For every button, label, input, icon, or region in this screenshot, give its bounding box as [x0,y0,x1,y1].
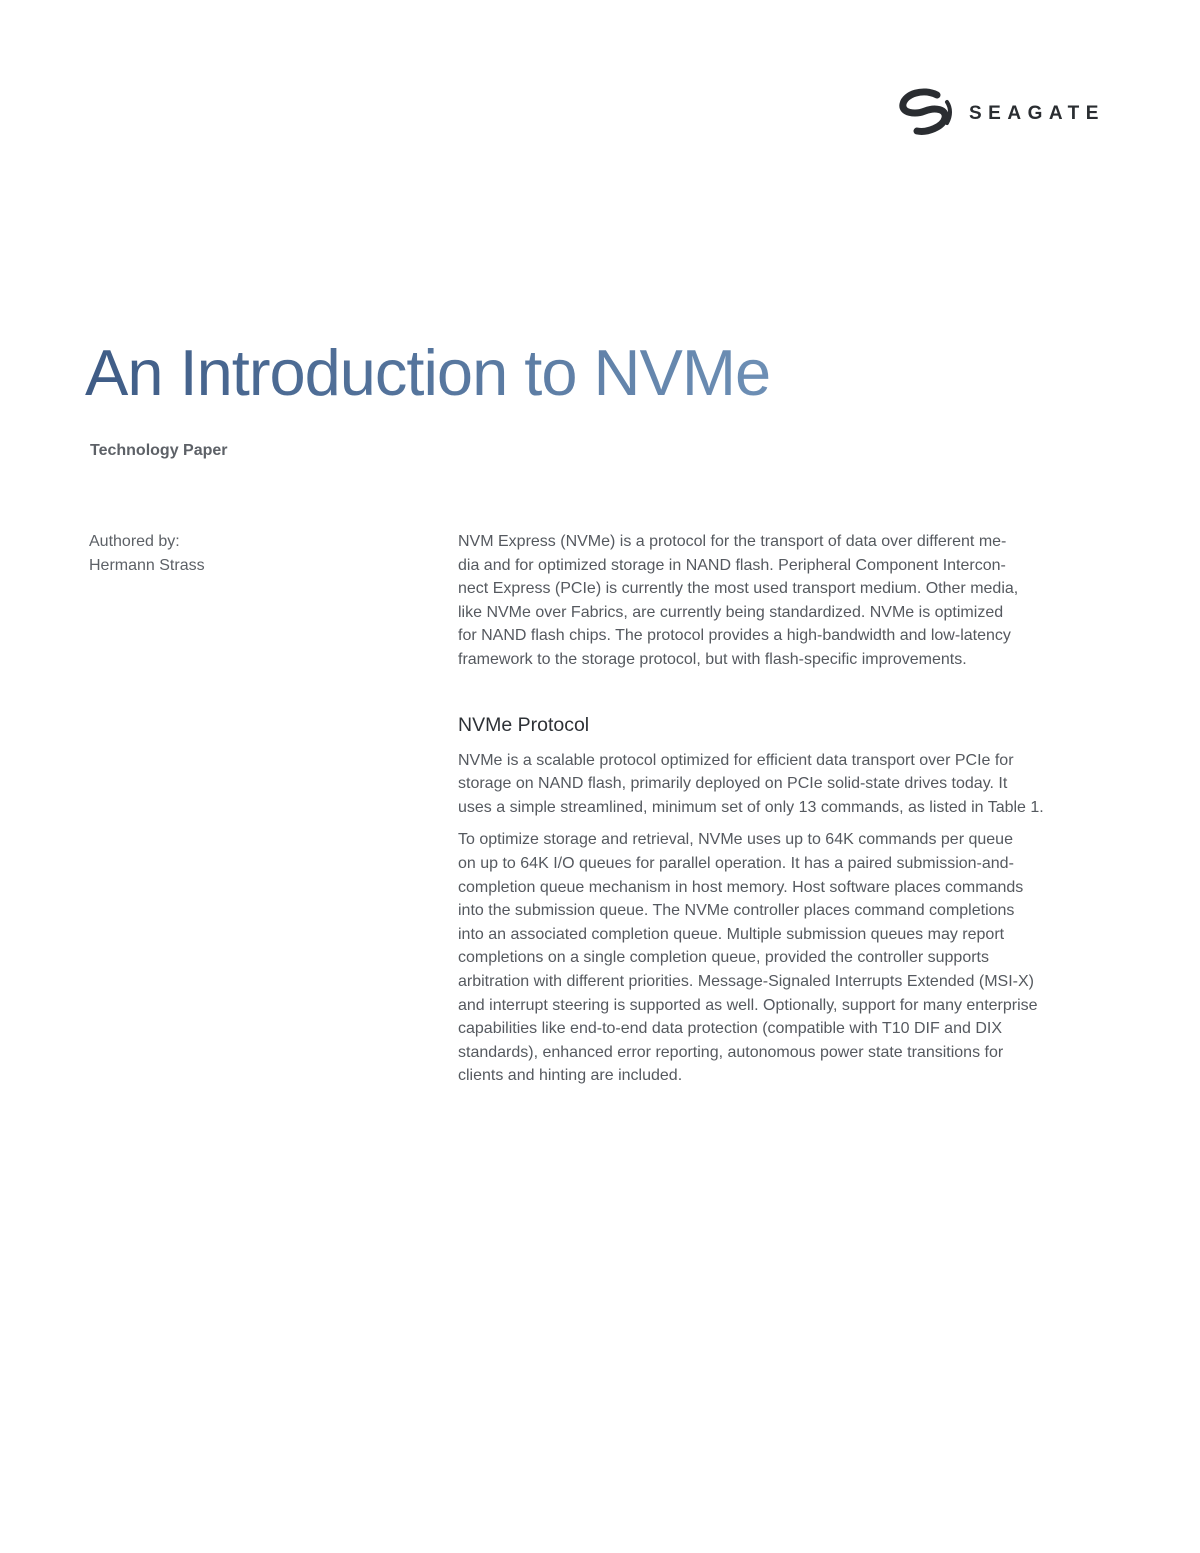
text-line: To optimize storage and retrieval, NVMe uses up to 64K commands per queue [458,831,1013,849]
text-line: into the submission queue. The NVMe controller places command completions [458,902,1015,920]
text-line: completion queue mechanism in host memory. Host software places commands [458,878,1024,896]
main-content [458,530,1118,1088]
text-line: nect Express (PCIe) is currently the most used transport medium. Other media, [458,580,1019,598]
document-type: Technology Paper [90,442,228,459]
text-line: capabilities like end-to-end data protection (compatible with T10 DIF and DIX [458,1020,1002,1038]
text-line: dia and for optimized storage in NAND flash. Peripheral Component Intercon- [458,556,1006,574]
text-line: completions on a single completion queue, provided the controller supports [458,949,989,967]
text-line: for NAND flash chips. The protocol provides a high-bandwidth and low-latency [458,627,1011,645]
author-name: Hermann Strass [89,557,205,574]
section-heading: NVMe Protocol [458,713,590,736]
document-title: An Introduction to NVMe [85,334,770,412]
seagate-logo [897,86,1105,140]
author-block [89,530,205,578]
body-paragraph [458,828,1118,1088]
author-label: Authored by: [89,533,180,550]
text-line: NVM Express (NVMe) is a protocol for the transport of data over different me- [458,533,1007,550]
brand-wordmark: SEAGATE [969,102,1105,124]
body-paragraph [458,749,1118,820]
text-line: framework to the storage protocol, but with flash-specific improvements. [458,650,967,668]
text-line: standards), enhanced error reporting, autonomous power state transitions for [458,1043,1004,1061]
text-line: clients and hinting are included. [458,1067,683,1085]
text-line: like NVMe over Fabrics, are currently being standardized. NVMe is optimized [458,603,1004,621]
text-line: uses a simple streamlined, minimum set of only 13 commands, as listed in Table 1. [458,798,1044,816]
seagate-swirl-icon [897,86,957,140]
text-line: arbitration with different priorities. Message-Signaled Interrupts Extended (MSI-X) [458,972,1034,990]
text-line: storage on NAND flash, primarily deployed on PCIe solid-state drives today. It [458,775,1008,793]
text-line: NVMe is a scalable protocol optimized for efficient data transport over PCIe for [458,751,1014,769]
intro-paragraph [458,530,1118,672]
text-line: on up to 64K I/O queues for parallel operation. It has a paired submission-and- [458,854,1014,872]
text-line: and interrupt steering is supported as well. Optionally, support for many enterprise [458,996,1038,1014]
text-line: into an associated completion queue. Multiple submission queues may report [458,925,1005,943]
